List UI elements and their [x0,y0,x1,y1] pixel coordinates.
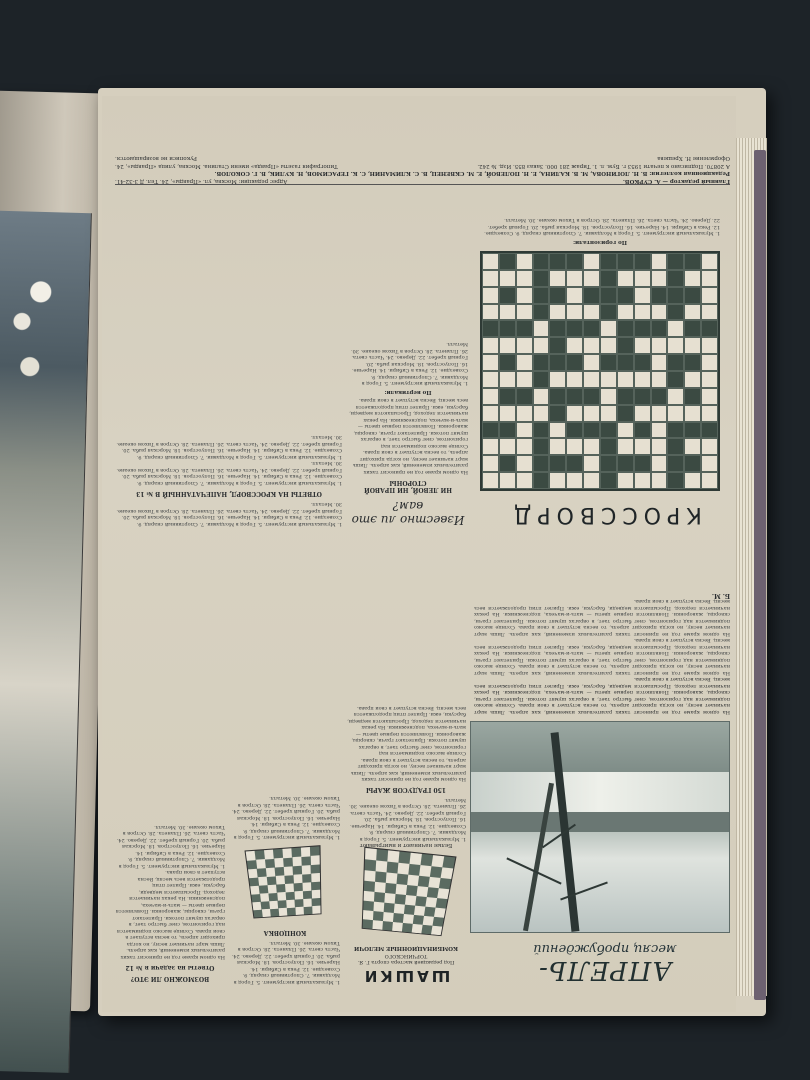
crossword-cell [651,337,668,354]
article-subtitle: месяц пробуждений [533,941,677,956]
crossword-cell [634,320,651,337]
crossword-cell [533,455,550,472]
crossword-cell [482,455,499,472]
possible-column [115,533,225,985]
crossword-cell [583,354,600,371]
article-text: На одном краме год не приносит таких разительных изменений, как апрель. Лишь март начинает весну, но когда приходит апрель, то весна вступает в свои права. Солнце высоко поднимается над горизонтом, снег быстро тает, в оврагах шумят потоки. Прилетают грачи, скворцы, жаворонки. Появляются первые цветы — мать-и-мачеха, подснежники. На реках начинается ледоход. Просыпаются медведи, барсуки, ежи. Прилет птиц продолжается весь месяц. Весна вступает в свои права. [474,676,730,715]
crossword-cell [533,337,550,354]
crossword-cell [617,438,634,455]
crossword-cell [482,304,499,321]
crossword-cell [617,253,634,270]
crossword-cell [549,354,566,371]
crossword-cell [566,304,583,321]
crossword-cell [684,320,701,337]
answers-column [116,142,342,527]
crossword-cell [516,270,533,287]
crossword-cell [684,388,701,405]
clues-across-heading: По горизонтали: [573,239,627,245]
crossword-cell [566,455,583,472]
solutions-text-2: 1. Музыкальный инструмент. 5. Город в Молдавии. 7. Спортивный снаряд. 9. Созвездие. 12. Река в Сибири. 14. Наречие. 16. Полуостров. 18. Морская рыба. 20. Горный хребет. 22. Дерево. 24. Часть света. 26. Планета. 28. Остров в Тихом океане. 30. Металл. [231,795,340,841]
crossword-cell [549,270,566,287]
crossword-cell [651,472,668,489]
crossword-cell [482,472,499,489]
crossword-cell [533,320,550,337]
crossword-cell [499,422,516,439]
crossword-cell [667,320,684,337]
crossword-cell [499,405,516,422]
crossword-cell [482,371,499,388]
crossword-cell [701,371,718,388]
crossword-cell [701,354,718,371]
crossword-cell [701,405,718,422]
crossword-cell [499,270,516,287]
imprint-return: Рукописи не возвращаются. [115,155,198,162]
crossword-cell [516,472,533,489]
fact-title: 150 ГРАДУСОВ ЖАРЫ [366,786,447,794]
crossword-cell [617,388,634,405]
crossword-cell [701,422,718,439]
crossword-cell [499,388,516,405]
imprint-address: Адрес редакции: Москва, ул. «Правды», 24. Тел. Д 3-32-41. [115,178,288,184]
crossword-cell [634,455,651,472]
crossword-cell [549,455,566,472]
crossword-cell [499,455,516,472]
crossword-cell [617,287,634,304]
crossword-cell [651,270,668,287]
inverted-newspaper [115,140,730,985]
checkers-column [346,533,466,985]
left-magazine-page [0,91,114,1012]
crossword-cell [617,455,634,472]
imprint [115,139,730,185]
crossword-cell [667,455,684,472]
article-text-continued-2: На одном краме год не приносит таких разительных изменений, как апрель. Лишь март начинает весну, но когда приходит апрель, то весна вступает в свои права. Солнце высоко поднимается над горизонтом, снег быстро тает, в оврагах шумят потоки. Прилетают грачи, скворцы, жаворонки. Появляются первые цветы — мать-и-мачеха, подснежники. На реках начинается ледоход. Просыпаются медведи, барсуки, ежи. Прилет птиц продолжается весь месяц. Весна вступает в свои права. [474,598,730,637]
crossword-cell [482,422,499,439]
crossword-cell [499,354,516,371]
answers-title: ОТВЕТЫ НА КРОССВОРД, НАПЕЧАТАННЫЙ В № 13 [136,490,322,497]
crossword-cell [600,287,617,304]
crossword-cell [701,270,718,287]
crossword-cell [482,270,499,287]
article-signature: Б. М. [711,592,730,599]
crossword-cell [549,422,566,439]
crossword-cell [533,422,550,439]
crossword-cell [600,388,617,405]
crossword-cell [634,304,651,321]
crossword-cell [667,438,684,455]
crossword-cell [566,388,583,405]
crossword-cell [600,354,617,371]
crossword-cell [583,304,600,321]
crossword-cell [684,472,701,489]
ending-title: КОНЦОВКА [263,929,307,937]
crossword-cell [701,253,718,270]
crossword-cell [651,422,668,439]
crossword-cell [549,438,566,455]
crossword-cell [549,304,566,321]
clues-across: 1. Музыкальный инструмент. 5. Город в Молдавии. 7. Спортивный снаряд. 9. Созвездие. 12. Река в Сибири. 14. Наречие. 16. Полуостров. 18. Морская рыба. 20. Горный хребет. 22. Дерево. 24. Часть света. 26. Планета. 28. Остров в Тихом океане. 30. Металл. [484,217,720,237]
crossword-cell [482,438,499,455]
crossword-cell [583,371,600,388]
volume-spine [754,150,766,1000]
crossword-cell [533,253,550,270]
crossword-cell [600,320,617,337]
crossword-cell [684,354,701,371]
crossword-cell [499,287,516,304]
crossword-cell [684,405,701,422]
crossword-cell [600,337,617,354]
checkers-solutions-column [230,533,340,985]
crossword-cell [533,354,550,371]
crossword-cell [549,337,566,354]
crossword-cell [667,270,684,287]
possible-text-2: 1. Музыкальный инструмент. 5. Город в Молдавии. 7. Спортивный снаряд. 9. Созвездие. 12. Река в Сибири. 14. Наречие. 16. Полуостров. 18. Морская рыба. 20. Горный хребет. 22. Дерево. 24. Часть света. 26. Планета. 28. Остров в Тихом океане. 30. Металл. [116,824,225,869]
crossword-cell [516,371,533,388]
crossword-cell [600,438,617,455]
crossword-cell [583,405,600,422]
top-section [115,533,730,985]
crossword-cell [651,253,668,270]
crossword-cell [617,405,634,422]
clues-down-heading: По вертикали: [384,389,432,395]
crossword-cell [667,337,684,354]
crossword-cell [701,438,718,455]
crossword-cell [516,354,533,371]
left-page-flowers [2,261,66,413]
fact-column [348,142,468,527]
crossword-cell [533,371,550,388]
crossword-cell [651,287,668,304]
crossword-cell [651,320,668,337]
crossword-title: КРОССВОРД [508,502,702,527]
crossword-cell [516,422,533,439]
crossword-cell [549,472,566,489]
crossword-cell [651,388,668,405]
crossword-cell [634,337,651,354]
crossword-cell [482,287,499,304]
crossword-grid [480,251,720,491]
crossword-cell [583,388,600,405]
crossword-cell [651,354,668,371]
imprint-order: А 20870. Подписано к печати 1953 г. Бум. л. 1. Тираж 281 000. Заказ 855. Изд. № 242. [477,163,730,169]
crossword-cell [684,304,701,321]
crossword-cell [516,405,533,422]
crossword-cell [617,354,634,371]
crossword-cell [516,455,533,472]
checkers-moves: 1. Музыкальный инструмент. 5. Город в Молдавии. 7. Спортивный снаряд. 9. Созвездие. 12. Река в Сибири. 14. Наречие. 16. Полуостров. 18. Морская рыба. 20. Горный хребет. 22. Дерево. 24. Часть света. 26. Планета. 28. Остров в Тихом океане. 30. Металл. [349,797,466,842]
crossword-cell [651,455,668,472]
crossword-cell [634,472,651,489]
crossword-cell [634,405,651,422]
crossword-cell [499,438,516,455]
crossword-cell [566,337,583,354]
article-body [474,537,730,715]
crossword-cell [684,371,701,388]
crossword-cell [684,253,701,270]
crossword-cell [701,337,718,354]
crossword-cell [667,405,684,422]
crossword-cell [617,422,634,439]
crossword-cell [583,253,600,270]
crossword-cell [701,287,718,304]
crossword-cell [600,253,617,270]
crossword-cell [634,438,651,455]
crossword-cell [617,304,634,321]
crossword-cell [617,320,634,337]
crossword-cell [684,422,701,439]
checkers-board [362,847,457,936]
crossword-cell [651,405,668,422]
crossword-cell [533,287,550,304]
crossword-cell [499,304,516,321]
crossword-cell [651,438,668,455]
crossword-cell [634,371,651,388]
crossword-cell [684,337,701,354]
crossword-cell [482,354,499,371]
crossword-cell [634,388,651,405]
crossword-cell [516,337,533,354]
crossword-cell [482,337,499,354]
crossword-cell [516,320,533,337]
crossword-cell [549,371,566,388]
answers-note: Ответы на задачи в № 12 [125,964,215,971]
crossword-cell [516,438,533,455]
crossword-cell [583,455,600,472]
crossword-cell [533,472,550,489]
crossword-cell [684,438,701,455]
bottom-section [115,142,730,527]
crossword-cell [566,320,583,337]
crossword-cell [516,253,533,270]
crossword-cell [701,304,718,321]
crossword-cell [566,371,583,388]
crossword-cell [667,287,684,304]
answers-text: 1. Музыкальный инструмент. 5. Город в Молдавии. 7. Спортивный снаряд. 9. Созвездие. 12. Река в Сибири. 14. Наречие. 16. Полуостров. 18. Морская рыба. 20. Горный хребет. 22. Дерево. 24. Часть света. 26. Планета. 28. Остров в Тихом океане. 30. Металл. [116,460,342,486]
crossword-cell [549,405,566,422]
imprint-press: Типография газеты «Правда» имени Сталина. Москва, улица «Правды», 24. [115,163,338,169]
crossword-cell [566,422,583,439]
fact-left-text: На одном краме год не приносит таких разительных изменений, как апрель. Лишь март начинает весну, но когда приходит апрель, то весна вступает в свои права. Солнце высоко поднимается над горизонтом, снег быстро тает, в оврагах шумят потоки. Прилетают грачи, скворцы, жаворонки. Появляются первые цветы — мать-и-мачеха, подснежники. На реках начинается ледоход. Просыпаются медведи, барсуки, ежи. Прилет птиц продолжается весь месяц. Весна вступает в свои права. [349,397,468,475]
crossword-cell [667,253,684,270]
crossword-cell [667,354,684,371]
crossword-cell [617,337,634,354]
crossword-cell [583,337,600,354]
crossword-cell [482,320,499,337]
crossword-cell [499,371,516,388]
crossword-cell [533,388,550,405]
crossword-cell [516,388,533,405]
crossword-cell [583,320,600,337]
crossword-cell [600,371,617,388]
crossword-cell [566,270,583,287]
possible-text: На одном краме год не приносит таких разительных изменений, как апрель. Лишь март начинает весну, но когда приходит апрель, то весна вступает в свои права. Солнце высоко поднимается над горизонтом, снег быстро тает, в оврагах шумят потоки. Прилетают грачи, скворцы, жаворонки. Появляются первые цветы — мать-и-мачеха, подснежники. На реках начинается ледоход. Просыпаются медведи, барсуки, ежи. Прилет птиц продолжается весь месяц. Весна вступает в свои права. [115,869,225,960]
crossword-cell [583,270,600,287]
crossword-cell [499,320,516,337]
crossword-cell [516,304,533,321]
checkers-subtitle: Под редакцией мастера спорта Г. Я. ТОРЧИНСКОГО [357,953,455,965]
clues-down: 1. Музыкальный инструмент. 5. Город в Молдавии. 7. Спортивный снаряд. 9. Созвездие. 12. Река в Сибири. 14. Наречие. 16. Полуостров. 18. Морская рыба. 20. Горный хребет. 22. Дерево. 24. Часть света. 26. Планета. 28. Остров в Тихом океане. 30. Металл. [351,341,468,387]
crossword-cell [499,337,516,354]
crossword-cell [701,320,718,337]
crossword-cell [634,253,651,270]
crossword-cell [634,422,651,439]
crossword-cell [516,287,533,304]
crossword-cell [684,455,701,472]
crossword-cell [499,253,516,270]
ending-board [244,846,321,919]
crossword-cell [482,388,499,405]
crossword-cell [600,422,617,439]
imprint-board: Редакционная коллегия: В. Н. ЛОГИНОВА, М. В. КАЛИНА, Е. Н. ПОЛЕВОЙ, Е. М. СКВЕНЕЦ, В. С. КЛИМАНИН, С. К. ГЕРАСИМОВ, Н. КУЛИК, В. Г. СОКОЛОВ. [214,170,730,177]
crossword-cell [566,354,583,371]
checkers-board-caption: Белые начинают и выигрывают [359,842,453,849]
crossword-cell [617,371,634,388]
article-text-continued: На одном краме год не приносит таких разительных изменений, как апрель. Лишь март начинает весну, но когда приходит апрель, то весна вступает в свои права. Солнце высоко поднимается над горизонтом, снег быстро тает, в оврагах шумят потоки. Прилетают грачи, скворцы, жаворонки. Появляются первые цветы — мать-и-мачеха, подснежники. На реках начинается ледоход. Просыпаются медведи, барсуки, ежи. Прилет птиц продолжается весь месяц. Весна вступает в свои права. [474,637,730,676]
crossword-cell [634,287,651,304]
crossword-cell [600,405,617,422]
crossword-cell [482,253,499,270]
possible-title: ВОЗМОЖНО ЛИ ЭТО? [130,975,210,982]
crossword-cell [600,472,617,489]
crossword-cell [600,270,617,287]
imprint-editor: Главный редактор — А. СУРКОВ. [622,178,730,184]
crossword-cell [549,287,566,304]
crossword-cell [549,253,566,270]
fact-left-title: НИ ЛЕВОЙ, НИ ПРАВОЙ СТОРОНЫ [364,479,452,493]
fact-question: Известно ли это вам? [351,499,465,527]
crossword-cell [667,388,684,405]
clues-down-continued: 1. Музыкальный инструмент. 5. Город в Молдавии. 7. Спортивный снаряд. 9. Созвездие. 12. Река в Сибири. 14. Наречие. 16. Полуостров. 18. Морская рыба. 20. Горный хребет. 22. Дерево. 24. Часть света. 26. Планета. 28. Остров в Тихом океане. 30. Металл. [116,501,342,527]
crossword-cell [651,371,668,388]
crossword-cell [566,472,583,489]
crossword-cell [617,472,634,489]
checkers-title: ШАШКИ [361,967,451,985]
crossword-cell [684,270,701,287]
crossword-cell [533,438,550,455]
answers-text-2: 1. Музыкальный инструмент. 5. Город в Молдавии. 7. Спортивный снаряд. 9. Созвездие. 12. Река в Сибири. 14. Наречие. 16. Полуостров. 18. Морская рыба. 20. Горный хребет. 22. Дерево. 24. Часть света. 26. Планета. 28. Остров в Тихом океане. 30. Металл. [116,434,342,460]
crossword-cell [533,270,550,287]
crossword-cell [600,304,617,321]
crossword-cell [667,304,684,321]
crossword-cell [684,287,701,304]
crossword-cell [701,472,718,489]
crossword-cell [701,455,718,472]
crossword-cell [566,405,583,422]
crossword-cell [617,270,634,287]
crossword-cell [701,388,718,405]
crossword-cell [651,304,668,321]
crossword-cell [634,354,651,371]
crossword-cell [583,422,600,439]
spring-landscape-photo [470,721,730,933]
crossword-cell [667,472,684,489]
crossword-cell [482,405,499,422]
crossword-cell [566,438,583,455]
solutions-text: 1. Музыкальный инструмент. 5. Город в Молдавии. 7. Спортивный снаряд. 9. Созвездие. 12. Река в Сибири. 14. Наречие. 16. Полуостров. 18. Морская рыба. 20. Горный хребет. 22. Дерево. 24. Часть света. 26. Планета. 28. Остров в Тихом океане. 30. Металл. [231,940,340,985]
crossword-cell [566,287,583,304]
article-title: АПРЕЛЬ- [538,955,672,985]
crossword-cell [583,472,600,489]
crossword-cell [533,304,550,321]
fact-text: На одном краме год не приносит таких разительных изменений, как апрель. Лишь март начинает весну, но когда приходит апрель, то весна вступает в свои права. Солнце высоко поднимается над горизонтом, снег быстро тает, в оврагах шумят потоки. Прилетают грачи, скворцы, жаворонки. Появляются первые цветы — мать-и-мачеха, подснежники. На реках начинается ледоход. Просыпаются медведи, барсуки, ежи. Прилет птиц продолжается весь месяц. Весна вступает в свои права. [347,705,466,783]
crossword-cell [600,455,617,472]
crossword-cell [667,422,684,439]
crossword-cell [667,371,684,388]
crossword-cell [499,472,516,489]
imprint-tech: Оформление Н. Хрешева [657,155,730,162]
crossword-cell [566,253,583,270]
crossword-cell [583,287,600,304]
checkers-heading: КОМБИНАЦИОННЫЕ МЕЛОЧИ [353,945,459,951]
crossword-cell [583,438,600,455]
crossword-cell [549,388,566,405]
crossword-cell [549,320,566,337]
crossword-cell [533,405,550,422]
crossword-cell [634,270,651,287]
